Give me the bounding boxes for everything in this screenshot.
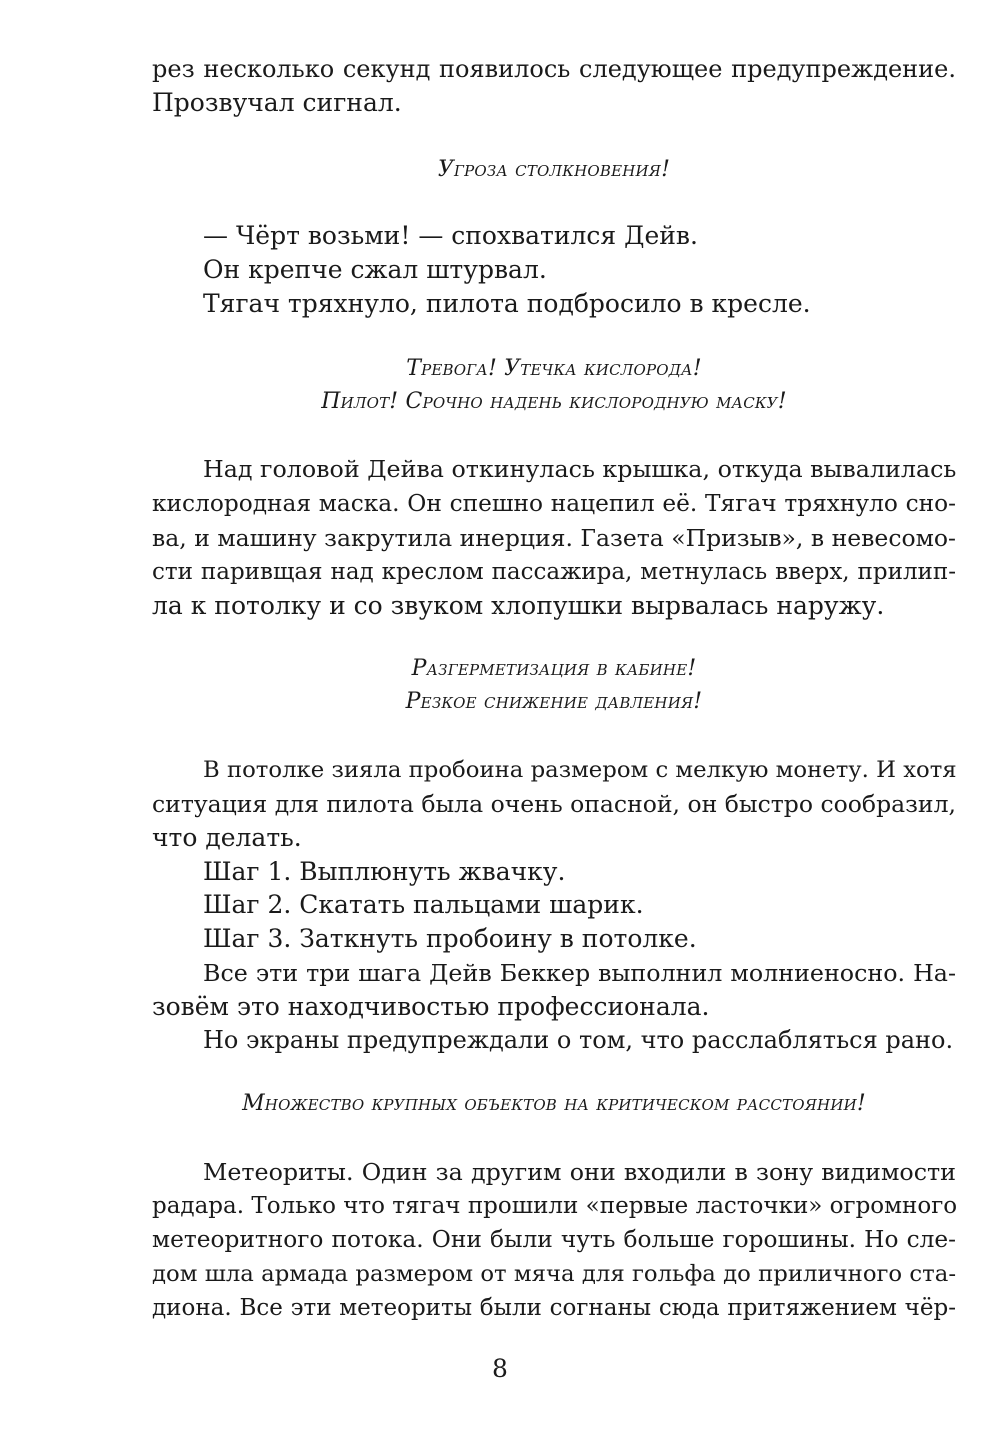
page-number: 8 (492, 1354, 508, 1383)
text-line: метеоритного потока. Они были чуть больше горошины. Но сле- (152, 1226, 956, 1253)
text-line: ситуация для пилота была очень опасной, он быстро сообразил, (152, 790, 956, 818)
system-warning: Пилот! Срочно надень кислородную маску! (321, 389, 787, 414)
system-warning: Резкое снижение давления! (405, 689, 703, 714)
text-line: Он крепче сжал штурвал. (203, 255, 547, 284)
text-line: Прозвучал сигнал. (152, 88, 402, 117)
text-line: Шаг 1. Выплюнуть жвачку. (203, 857, 566, 886)
text-line: Метеориты. Один за другим они входили в зону видимости (203, 1158, 956, 1186)
text-line: В потолке зияла пробоина размером с мелкую монету. И хотя (203, 757, 957, 783)
text-line: Шаг 3. Заткнуть пробоину в потолке. (203, 924, 697, 953)
text-line: радара. Только что тягач прошили «первые ласточки» огромного (152, 1193, 958, 1219)
text-line: ла к потолку и со звуком хлопушки вырвалась наружу. (152, 591, 885, 620)
text-line: Над головой Дейва откинулась крышка, откуда вывалилась (203, 455, 957, 483)
text-line: зовём это находчивостью профессионала. (152, 992, 710, 1021)
text-line: Все эти три шага Дейв Беккер выполнил молниеносно. На- (203, 959, 956, 987)
text-line: кислородная маска. Он спешно нацепил её. Тягач тряхнуло сно- (152, 490, 956, 517)
text-line: что делать. (152, 823, 302, 852)
text-line: Шаг 2. Скатать пальцами шарик. (203, 890, 644, 919)
text-line: Но экраны предупреждали о том, что расслабляться рано. (203, 1026, 954, 1054)
system-warning: Тревога! Утечка кислорода! (406, 356, 702, 381)
system-warning: Разгерметизация в кабине! (411, 656, 697, 681)
text-line: рез несколько секунд появилось следующее предупреждение. (152, 55, 956, 83)
system-warning: Угроза столкновения! (437, 157, 671, 182)
text-line: — Чёрт возьми! — спохватился Дейв. (203, 221, 698, 250)
text-line: Тягач тряхнуло, пилота подбросило в кресле. (203, 289, 811, 318)
system-warning: Множество крупных объектов на критическом расстоянии! (242, 1091, 866, 1116)
text-line: ва, и машину закрутила инерция. Газета «Призыв», в невесомо- (152, 524, 956, 552)
text-line: сти паривщая над креслом пассажира, метнулась вверх, прилип- (152, 559, 956, 585)
text-line: дом шла армада размером от мяча для гольфа до приличного ста- (152, 1261, 956, 1287)
text-line: диона. Все эти метеориты были согнаны сюда притяжением чёр- (152, 1295, 956, 1321)
